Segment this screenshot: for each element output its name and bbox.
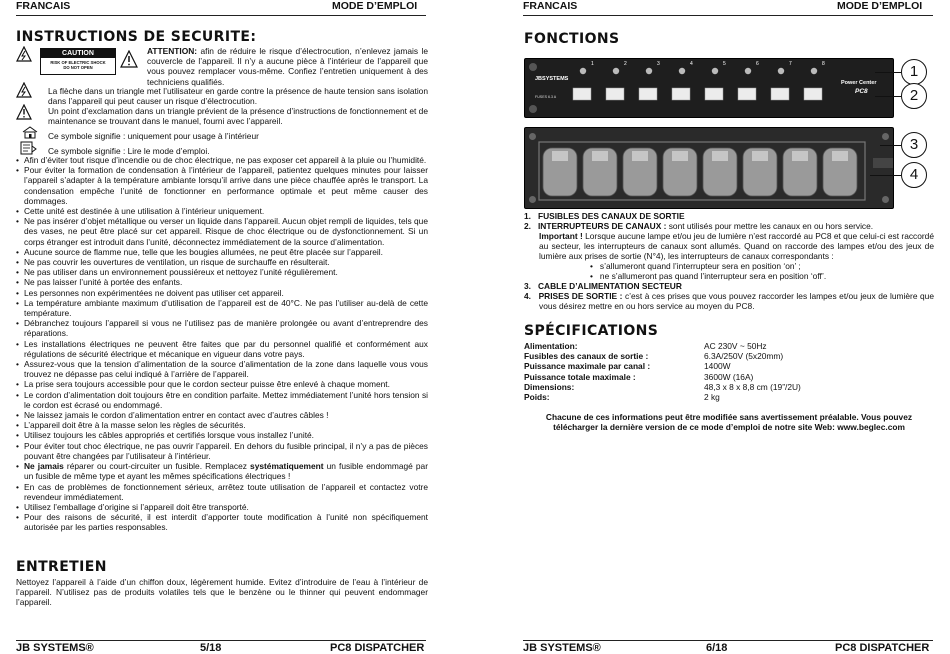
function-item-3 <box>524 281 934 291</box>
indoor-symbol-text: Ce symbole signifie : uniquement pour usage à l’intérieur <box>48 131 259 141</box>
footer-rule <box>16 640 426 641</box>
attention-text: afin de réduire le risque d’électrocution, n’enlevez jamais le couvercle de l’appareil. Il n’y a aucune pièce à l’intérieur de l’appareil que vous pouvez remplacer vous-même. Confiez l’entretien uniquement à des techniciens qualifiés. <box>147 46 428 87</box>
read-manual-icon <box>20 141 38 155</box>
item-text: c’est à ces prises que vous pouvez raccorder les lampes et/ou jeux de lumière que vous désirez mettre en ou hors service au moyen du PC8. <box>539 291 934 311</box>
list-item: • Le cordon d’alimentation doit toujours être en condition parfaite. Mettez immédiatement l’unité hors tension si le cordon est écrasé ou endommagé. <box>16 390 428 410</box>
spec-value: 6.3A/250V (5x20mm) <box>704 351 784 361</box>
manual-symbol-text: Ce symbole signifie : Lire le mode d’emploi. <box>48 146 210 156</box>
flash-paragraph: La flèche dans un triangle met l’utilisateur en garde contre la présence de haute tension sans isolation dans l’appareil qui peut causer un risque d’électrocution. <box>48 86 428 107</box>
list-item: • Ne pas couvrir les ouvertures de ventilation, un risque de surchauffe en résulterait. <box>16 257 428 267</box>
header-manual: MODE D’EMPLOI <box>332 0 418 12</box>
list-item: • Ne laissez jamais le cordon d’alimentation entrer en contact avec d’autres câbles ! <box>16 410 428 420</box>
item-number: 4. <box>524 291 531 301</box>
item-text: sont utilisés pour mettre les canaux en ou hors service. <box>666 221 874 231</box>
header-manual: MODE D’EMPLOI <box>837 0 923 12</box>
sub-item-on: • s’allumeront quand l’interrupteur sera en position ‘on’ ; <box>590 261 801 271</box>
list-item: • Aucune source de flamme nue, telle que les bougies allumées, ne peut être placée sur l’appareil. <box>16 247 428 257</box>
list-item: • Ne pas insérer d’objet métallique ou verser un liquide dans l’appareil. Aucun objet rempli de liquides, tels que des vases, ne peut être placé sur cet appareil. Risque de choc électrique ou de dysfonctionnement. Si un corps étranger est introduit dans l’unité, déconnectez immédiatement de la source d’alimentation. <box>16 216 428 247</box>
caution-line1: RISK OF ELECTRIC SHOCK <box>50 60 106 65</box>
item-title: INTERRUPTEURS DE CANAUX : <box>537 221 667 231</box>
fuse-text-2: un fusible endommagé par un fusible de même type et ayant les mêmes spécifications électriques ! <box>24 461 428 482</box>
caution-line2: DO NOT OPEN <box>63 65 93 70</box>
function-item-1 <box>524 211 934 221</box>
safety-list <box>16 155 428 533</box>
callout-1: 1 <box>901 59 927 85</box>
sub-item-off: • ne s’allumeront pas quand l’interrupteur sera en position ‘off’. <box>590 271 827 281</box>
footer-brand: JB SYSTEMS® <box>16 642 94 654</box>
fonctions-title: FONCTIONS <box>524 31 620 47</box>
page-right <box>475 0 950 654</box>
header-rule <box>16 15 426 16</box>
list-item: • Pour des raisons de sécurité, il est interdit d’apporter toute modification à l’unité non spécifiquement autorisée par les parties responsables. <box>16 512 428 532</box>
list-item: • Débranchez toujours l’appareil si vous ne l’utilisez pas de manière prolongée ou avant d’entreprendre des réparations. <box>16 318 428 338</box>
list-item: • Ne pas utiliser dans un environnement poussiéreux et nettoyez l’unité régulièrement. <box>16 267 428 277</box>
caution-label <box>40 48 116 75</box>
list-item: • Utilisez l’emballage d’origine si l’appareil doit être transporté. <box>16 502 428 512</box>
spec-title: SPÉCIFICATIONS <box>524 323 659 339</box>
disclaimer-line-1: Chacune de ces informations peut être modifiée sans avertissement préalable. Vous pouvez <box>545 412 913 422</box>
spec-value: 3600W (16A) <box>704 372 754 382</box>
callout-leader <box>880 145 901 146</box>
footer-product: PC8 DISPATCHER <box>835 642 930 654</box>
callout-2: 2 <box>901 83 927 109</box>
list-item: • Utilisez toujours les câbles appropriés et certifiés lorsque vous installez l’unité. <box>16 430 428 440</box>
list-item: • Assurez-vous que la tension d’alimentation de la source d’alimentation de la zone dans laquelle vous vous trouvez ne dépasse pas celui indiqué à l’arrière de l’appareil. <box>16 359 428 379</box>
callout-leader <box>875 96 901 97</box>
exclamation-paragraph: Un point d’exclamation dans un triangle prévient de la présence d’instructions de fonctionnement et de maintenance se trouvant dans le manuel, fourni avec l’appareil. <box>48 106 428 127</box>
channel-number: 8 <box>822 61 825 67</box>
channel-number: 4 <box>690 61 693 67</box>
header-language: FRANCAIS <box>523 0 578 12</box>
safety-title: INSTRUCTIONS DE SECURITE: <box>16 29 257 45</box>
device-fuse-label: FUSES 6.3 A <box>535 95 557 99</box>
header-rule <box>523 15 933 16</box>
spec-label: Puissance maximale par canal : <box>524 361 651 371</box>
footer-rule <box>523 640 933 641</box>
list-item: • Les installations électriques ne peuvent être faites que par du personnel qualifié et conformément aux régulations de sécurité électrique et mécanique en vigueur dans votre pays. <box>16 339 428 359</box>
entretien-title: ENTRETIEN <box>16 559 107 575</box>
output-sockets <box>525 128 895 210</box>
spec-label: Fusibles des canaux de sortie : <box>524 351 649 361</box>
disclaimer-note <box>524 412 934 432</box>
spec-value: 48,3 x 8 x 8,8 cm (19”/2U) <box>704 382 801 392</box>
callout-leader <box>870 175 901 176</box>
list-item: • Les personnes non expérimentées ne doivent pas utiliser cet appareil. <box>16 288 428 298</box>
callout-leader <box>875 72 901 73</box>
header-language: FRANCAIS <box>16 0 71 12</box>
important-label: Important ! <box>539 231 583 241</box>
function-item-4 <box>524 291 934 311</box>
footer-brand: JB SYSTEMS® <box>523 642 601 654</box>
spec-label: Puissance totale maximale : <box>524 372 636 382</box>
list-item: • Pour éviter la formation de condensation à l’intérieur de l’appareil, patientez quelques minutes pour laisser l’appareil s’adapter à la température ambiante lorsqu’il arrive dans une pièce chauffée après le transport. La condensation empêche l’unité de fonctionner en performance optimale et peut même causer des dommages. <box>16 165 428 206</box>
device-front-panel <box>524 58 894 118</box>
device-name: Power Center <box>841 80 877 86</box>
footer-product: PC8 DISPATCHER <box>330 642 425 654</box>
item-number: 1. <box>524 211 531 221</box>
disclaimer-line-2: télécharger la dernière version de ce mode d’emploi de notre site Web: www.beglec.com <box>553 422 905 433</box>
list-item: • Cette unité est destinée à une utilisation à l’intérieur uniquement. <box>16 206 428 216</box>
spec-label: Dimensions: <box>524 382 575 392</box>
channel-number: 6 <box>756 61 759 67</box>
bold-systematic: systématiquement <box>250 461 324 472</box>
spec-value: 1400W <box>704 361 731 371</box>
indoor-house-icon <box>22 126 38 139</box>
important-note <box>524 231 934 261</box>
device-model: PC8 <box>855 88 868 95</box>
lightning-flash-icon <box>16 82 32 98</box>
spec-label: Poids: <box>524 392 550 402</box>
item-title: CABLE D’ALIMENTATION SECTEUR <box>537 281 682 291</box>
list-item: • La prise sera toujours accessible pour que le cordon secteur puisse être enlevé à chaque moment. <box>16 379 428 389</box>
bold-never: Ne jamais <box>24 461 64 472</box>
entretien-paragraph: Nettoyez l’appareil à l’aide d’un chiffon doux, légèrement humide. Evitez d’introduire de l’eau à l’intérieur de l’appareil. N’utilisez pas de produits volatiles tels que le benzène ou le thinner qui peuvent endommager l’appareil. <box>16 577 428 608</box>
exclamation-icon <box>16 104 32 120</box>
attention-label: ATTENTION: <box>147 46 198 56</box>
attention-paragraph <box>147 46 428 87</box>
footer-page-number: 5/18 <box>200 642 222 654</box>
list-item: • En cas de problèmes de fonctionnement sérieux, arrêtez toute utilisation de l’appareil et contactez votre revendeur immédiatement. <box>16 482 428 502</box>
channel-number: 3 <box>657 61 660 67</box>
channel-number: 7 <box>789 61 792 67</box>
sub-item-text: ne s’allumeront pas quand l’interrupteur sera en position ‘off’. <box>599 271 827 281</box>
fuse-text-1: réparer ou court-circuiter un fusible. Remplacez <box>63 461 251 472</box>
list-item: • L’appareil doit être à la masse selon les règles de sécurités. <box>16 420 428 430</box>
item-number: 3. <box>524 281 531 291</box>
footer-page-number: 6/18 <box>706 642 728 654</box>
item-number: 2. <box>524 221 531 231</box>
item-title: FUSIBLES DES CANAUX DE SORTIE <box>537 211 685 221</box>
list-item: • Pour éviter tout choc électrique, ne pas ouvrir l’appareil. En dehors du fusible principal, il n’y a pas de pièces pouvant être changées par l’utilisateur à l’intérieur. <box>16 441 428 461</box>
list-item: • Afin d’éviter tout risque d’incendie ou de choc électrique, ne pas exposer cet appareil à la pluie ou l’humidité. <box>16 155 428 165</box>
channel-number: 2 <box>624 61 627 67</box>
caution-title: CAUTION <box>41 49 115 58</box>
callout-4: 4 <box>901 162 927 188</box>
callout-3: 3 <box>901 132 927 158</box>
spec-label: Alimentation: <box>524 341 578 351</box>
item-title: PRISES DE SORTIE : <box>538 291 623 301</box>
channel-number: 5 <box>723 61 726 67</box>
spec-value: 2 kg <box>704 392 720 402</box>
function-item-2 <box>524 221 934 231</box>
list-item: • Ne pas laisser l’unité à portée des enfants. <box>16 277 428 287</box>
channel-number: 1 <box>591 61 594 67</box>
list-item: • La température ambiante maximum d’utilisation de l’appareil est de 40°C. Ne pas l’utiliser au-delà de cette température. <box>16 298 428 318</box>
list-item-fuse <box>16 461 428 481</box>
spec-value: AC 230V ~ 50Hz <box>704 341 767 351</box>
functions-list <box>524 211 934 311</box>
device-brand: JBSYSTEMS <box>535 76 569 82</box>
channel-controls <box>525 59 895 119</box>
important-text: Lorsque aucune lampe et/ou jeu de lumière n’est raccordé au PC8 et que celui-ci est raccordé au secteur, les interrupteurs de canaux sont allumés. Quand on raccorde des lampes et/ou des jeux de lumière aux prises de sortie (N°4), les interrupteurs de canaux correspondants : <box>539 231 934 261</box>
lightning-triangle-icon <box>16 46 32 62</box>
exclamation-triangle-icon <box>120 50 138 68</box>
device-rear-panel <box>524 127 894 209</box>
sub-item-text: s’allumeront quand l’interrupteur sera en position ‘on’ ; <box>599 261 801 271</box>
